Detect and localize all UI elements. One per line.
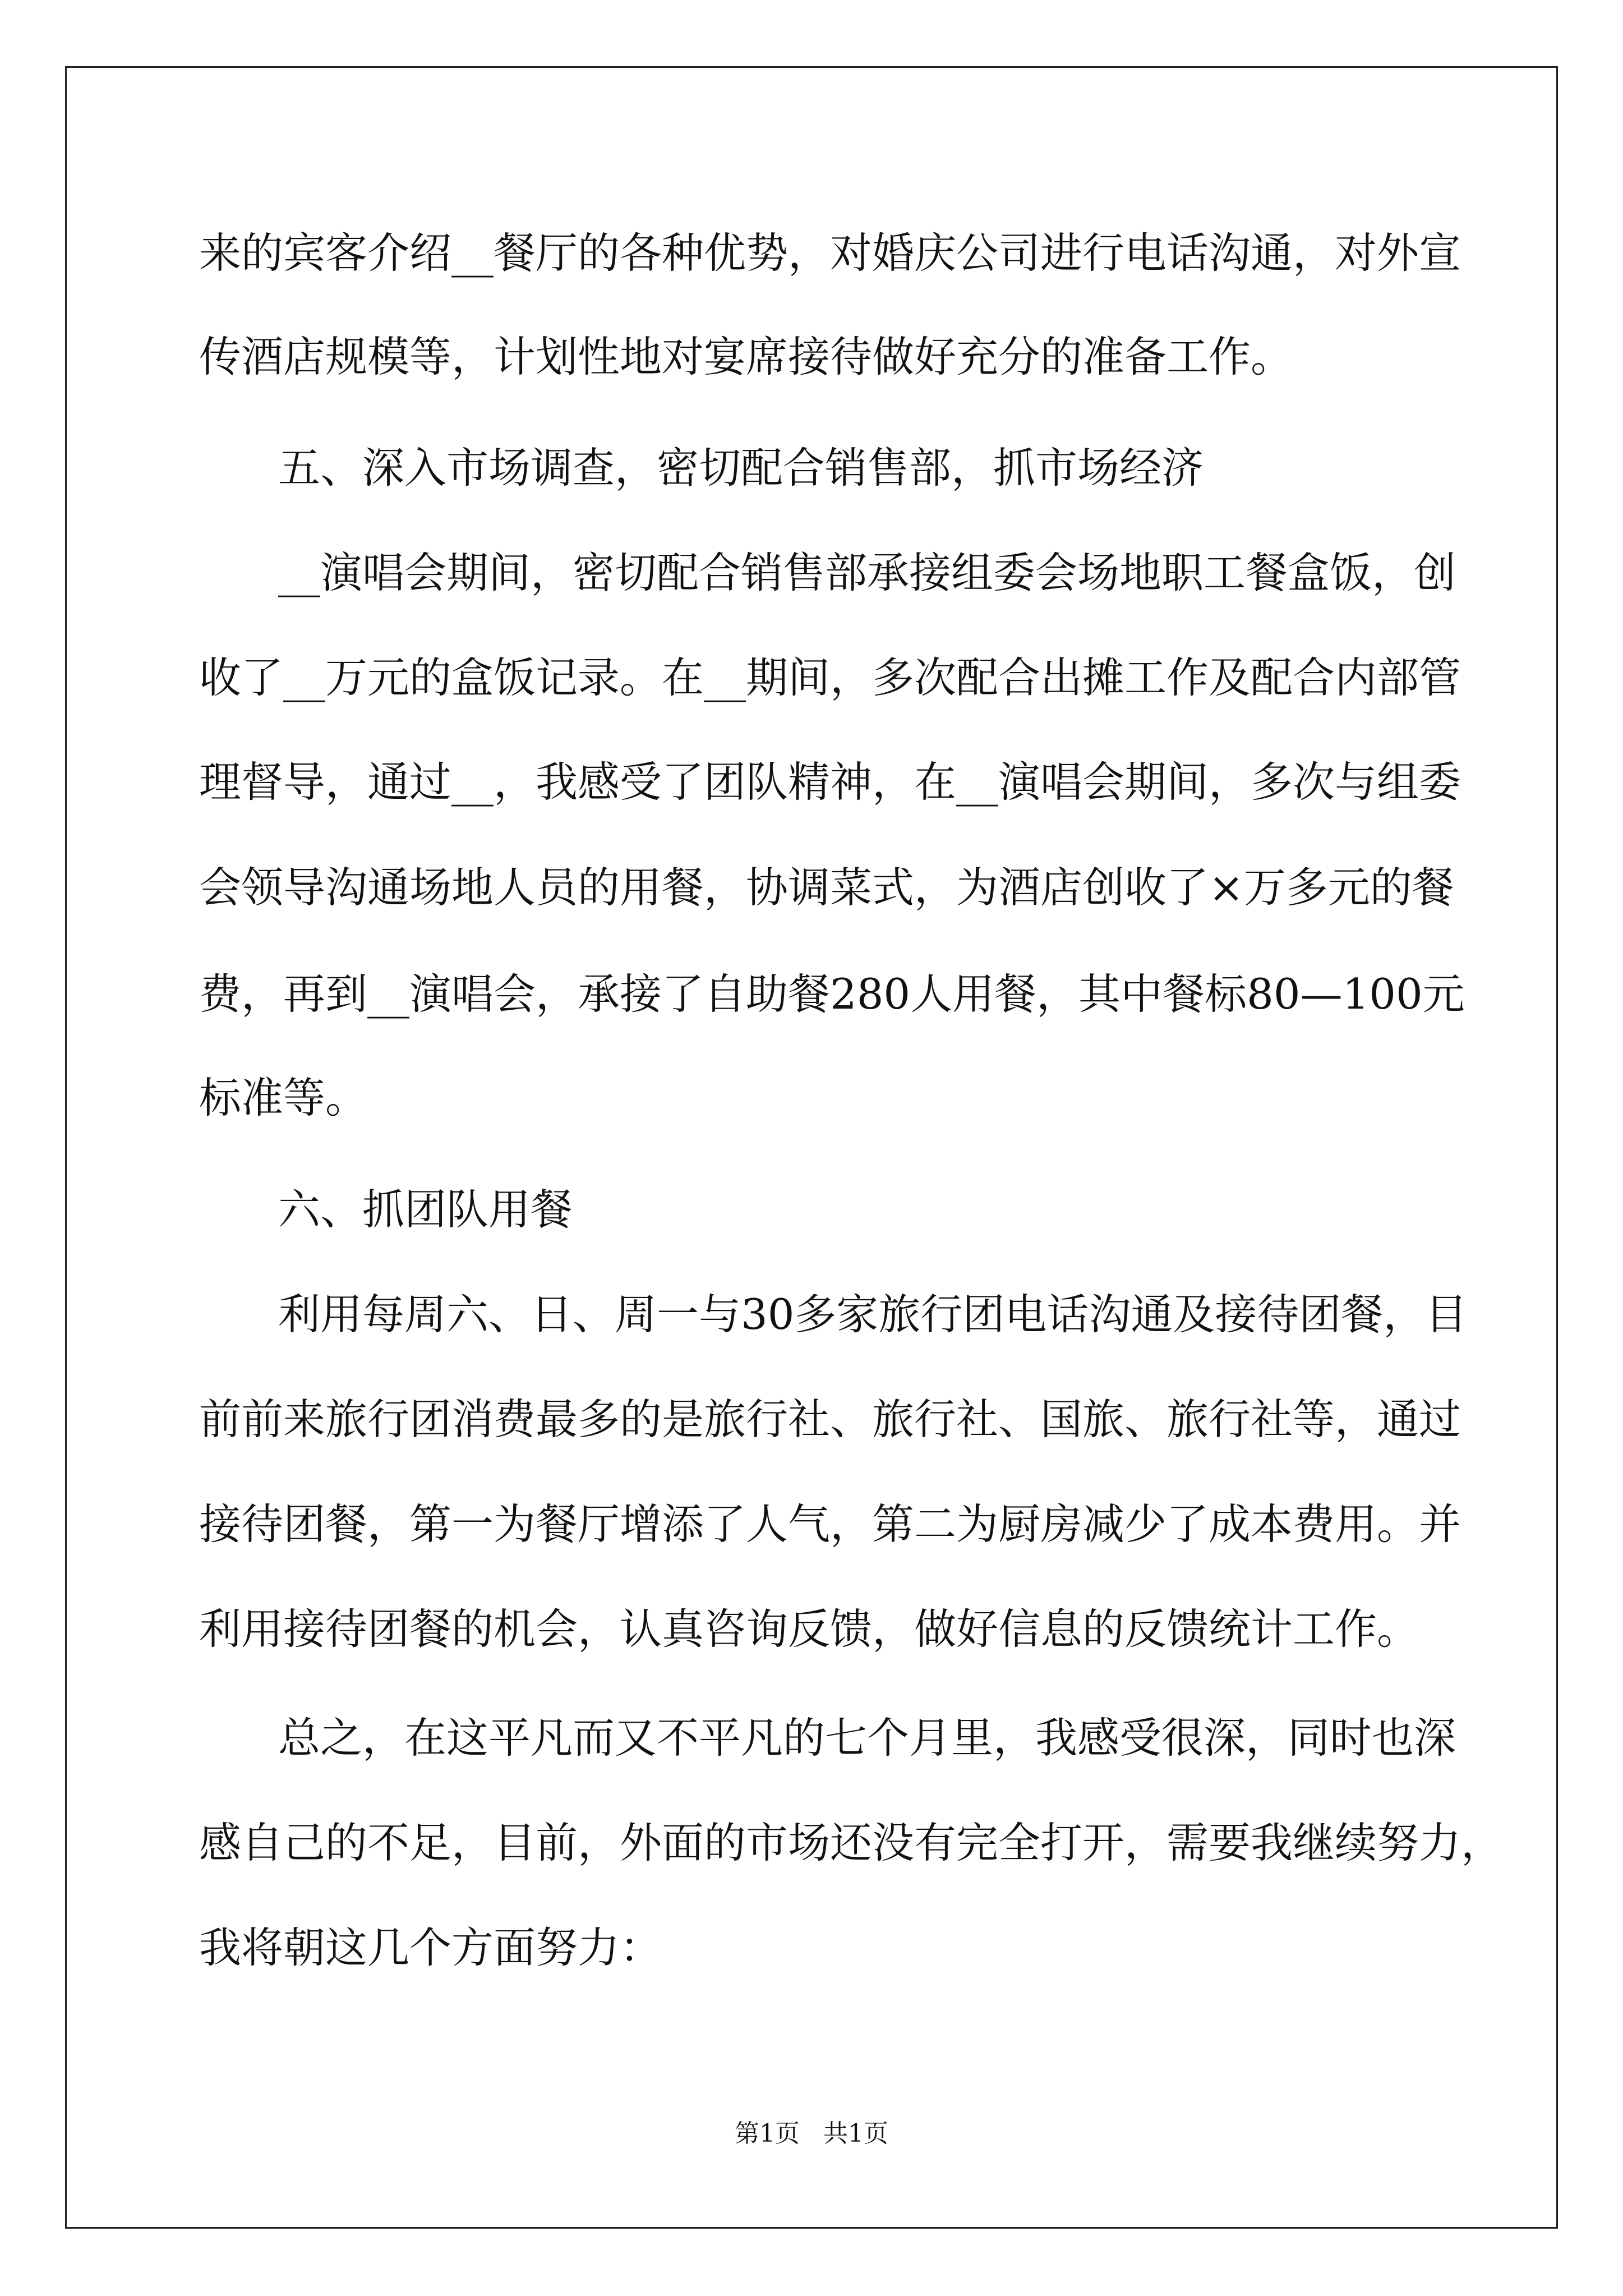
body-line: 感自己的不足，目前，外面的市场还没有完全打开，需要我继续努力，	[199, 1818, 1504, 1867]
section-heading-6: 六、抓团队用餐	[278, 1185, 573, 1234]
body-line: 利用每周六、日、周一与30多家旅行团电话沟通及接待团餐，目	[278, 1290, 1468, 1339]
body-line: 我将朝这几个方面努力：	[199, 1923, 662, 1972]
body-line: 利用接待团餐的机会，认真咨询反馈，做好信息的反馈统计工作。	[199, 1604, 1419, 1654]
body-line: 来的宾客介绍__餐厅的各种优势，对婚庆公司进行电话沟通，对外宣	[199, 228, 1461, 278]
body-line: 总之，在这平凡而又不平凡的七个月里，我感受很深，同时也深	[278, 1713, 1456, 1763]
body-line: __演唱会期间，密切配合销售部承接组委会场地职工餐盒饭，创	[278, 548, 1456, 597]
section-heading-5: 五、深入市场调查，密切配合销售部，抓市场经济	[278, 443, 1204, 493]
body-line: 费，再到__演唱会，承接了自助餐280人用餐，其中餐标80—100元	[199, 969, 1465, 1019]
body-line: 前前来旅行团消费最多的是旅行社、旅行社、国旅、旅行社等，通过	[199, 1395, 1461, 1444]
body-line: 收了__万元的盒饭记录。在__期间，多次配合出摊工作及配合内部管	[199, 653, 1461, 702]
body-line: 传酒店规模等，计划性地对宴席接待做好充分的准备工作。	[199, 332, 1293, 381]
body-line: 接待团餐，第一为餐厅增添了人气，第二为厨房减少了成本费用。并	[199, 1499, 1461, 1549]
body-line: 理督导，通过__，我感受了团队精神，在__演唱会期间，多次与组委	[199, 757, 1461, 807]
page-number-footer: 第1页 共1页	[735, 2119, 888, 2148]
page-border	[65, 66, 1558, 2229]
body-line: 标准等。	[199, 1073, 368, 1122]
body-line: 会领导沟通场地人员的用餐，协调菜式，为酒店创收了×万多元的餐	[199, 863, 1454, 912]
